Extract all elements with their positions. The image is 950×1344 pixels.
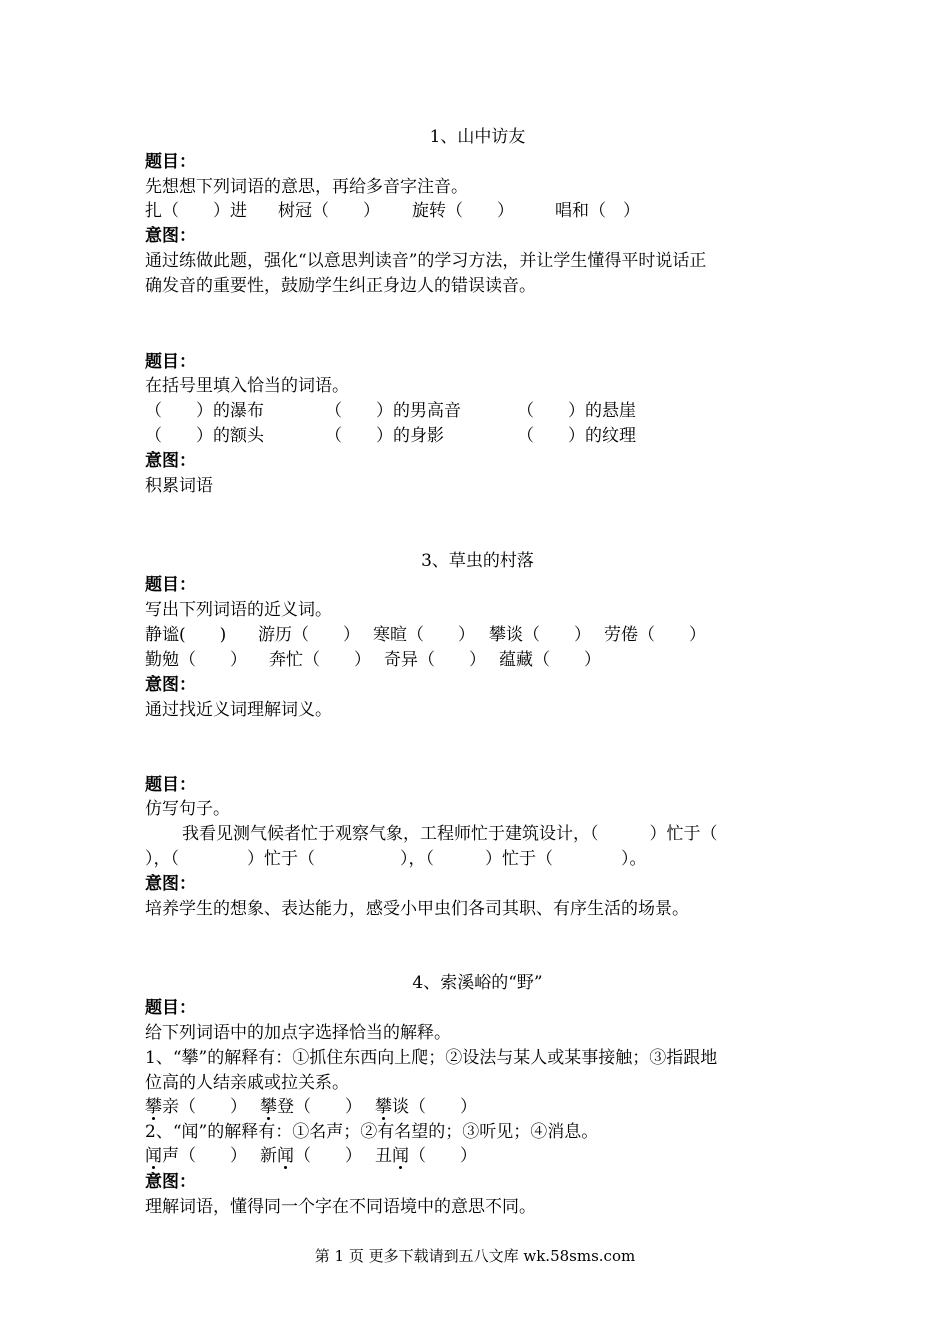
word-item: 游历（ ） <box>258 625 360 645</box>
page-footer: 第 1 页 更多下载请到五八文库 wk.58sms.com <box>314 1247 636 1265</box>
word-item: 勤勉（ ） <box>145 650 247 670</box>
question-text: 在括号里填入恰当的词语。 <box>145 376 349 396</box>
word-item: （ ）的额头 <box>145 426 264 446</box>
word-item: （ ）的瀑布 <box>145 401 264 421</box>
question-label: 题目： <box>145 775 196 795</box>
explanation-text: 1、“攀”的解释有：①抓住东西向上爬；②设法与某人或某事接触；③指跟地 <box>145 1048 718 1068</box>
intent-label: 意图： <box>145 451 196 471</box>
section-title-4: 4、索溪峪的“野” <box>412 973 543 993</box>
word-item: 攀谈（ ） <box>375 1097 477 1117</box>
dotted-char: 攀 <box>375 1097 392 1117</box>
question-label: 题目： <box>145 998 196 1018</box>
word-item: 寒暄（ ） <box>373 625 475 645</box>
section-title-3: 3、草虫的村落 <box>421 551 534 571</box>
word-item: 攀登（ ） <box>260 1097 362 1117</box>
word-item: 攀谈（ ） <box>489 625 591 645</box>
word-row <box>145 1144 810 1168</box>
intent-text: 通过练做此题，强化“以意思判读音”的学习方法，并让学生懂得平时说话正 <box>145 251 707 271</box>
question-label: 题目： <box>145 575 196 595</box>
word-item: （ ）的悬崖 <box>517 401 636 421</box>
word-item: 奇异（ ） <box>384 650 486 670</box>
intent-label: 意图： <box>145 1172 196 1192</box>
word-row <box>145 1095 810 1119</box>
question-text: 先想想下列词语的意思，再给多音字注音。 <box>145 177 468 197</box>
word-item: （ ）的身影 <box>325 426 444 446</box>
word-item: 攀亲（ ） <box>145 1097 247 1117</box>
intent-text: 通过找近义词理解词义。 <box>145 700 332 720</box>
dotted-char: 闻 <box>145 1146 162 1166</box>
dotted-char: 攀 <box>260 1097 277 1117</box>
word-item: 奔忙（ ） <box>269 650 371 670</box>
question-label: 题目： <box>145 152 196 172</box>
explanation-text: 2、“闻”的解释有：①名声；②有名望的；③听见；④消息。 <box>145 1122 599 1142</box>
intent-label: 意图： <box>145 226 196 246</box>
intent-text: 培养学生的想象、表达能力，感受小甲虫们各司其职、有序生活的场景。 <box>145 899 689 919</box>
question-text: 写出下列词语的近义词。 <box>145 600 332 620</box>
word-item: 唱和（ ） <box>555 201 640 221</box>
word-item: 蕴藏（ ） <box>499 650 601 670</box>
question-label: 题目： <box>145 352 196 372</box>
sentence-text: ），（ ）忙于（ ），（ ）忙于（ ）。 <box>145 849 647 869</box>
word-item: 树冠（ ） <box>278 201 380 221</box>
word-item: 新闻（ ） <box>260 1146 362 1166</box>
word-item: 丑闻（ ） <box>375 1146 477 1166</box>
word-row <box>145 424 810 448</box>
word-row <box>145 399 810 423</box>
word-item: 旋转（ ） <box>412 201 514 221</box>
intent-text: 积累词语 <box>145 476 213 496</box>
question-text: 仿写句子。 <box>145 799 230 819</box>
word-row <box>145 623 810 647</box>
word-item: 闻声（ ） <box>145 1146 247 1166</box>
intent-text: 理解词语，懂得同一个字在不同语境中的意思不同。 <box>145 1197 536 1217</box>
word-item: 劳倦（ ） <box>604 625 706 645</box>
word-item: 扎（ ）进 <box>145 201 247 221</box>
sentence-text: 我看见测气候者忙于观察气象，工程师忙于建筑设计，（ ）忙于（ <box>182 824 718 844</box>
dotted-char: 闻 <box>277 1146 294 1166</box>
word-item: （ ）的纹理 <box>517 426 636 446</box>
word-item: 静谧( ) <box>145 625 227 645</box>
word-row <box>145 199 810 223</box>
question-text: 给下列词语中的加点字选择恰当的解释。 <box>145 1023 451 1043</box>
dotted-char: 攀 <box>145 1097 162 1117</box>
intent-text: 确发音的重要性，鼓励学生纠正身边人的错误读音。 <box>145 276 536 296</box>
explanation-text: 位高的人结亲戚或拉关系。 <box>145 1073 349 1093</box>
intent-label: 意图： <box>145 874 196 894</box>
word-item: （ ）的男高音 <box>325 401 461 421</box>
dotted-char: 闻 <box>392 1146 409 1166</box>
intent-label: 意图： <box>145 675 196 695</box>
section-title-1: 1、山中访友 <box>429 127 526 147</box>
word-row <box>145 648 810 672</box>
